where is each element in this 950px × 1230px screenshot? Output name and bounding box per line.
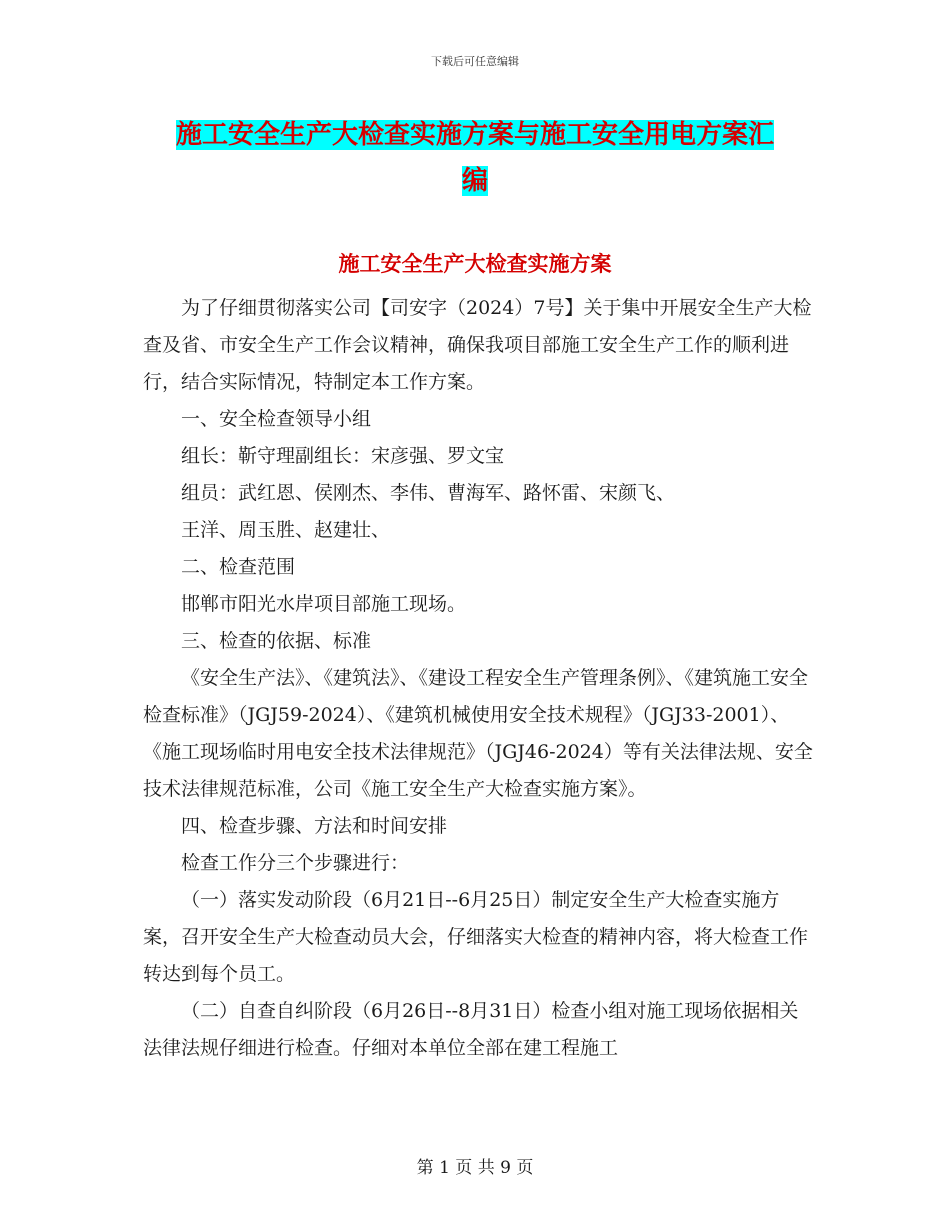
paragraph-steps-intro: 检查工作分三个步骤进行： [181,852,410,874]
paragraph-scope: 邯郸市阳光水岸项目部施工现场。 [181,593,467,615]
heading-steps: 四、检查步骤、方法和时间安排 [181,815,448,837]
paragraph-group-members-cont: 王洋、周玉胜、赵建壮、 [181,519,391,541]
paragraph-intro: 为了仔细贯彻落实公司【司安字（2024）7号】关于集中开展安全生产大检查及省、市安全生产工作会议精神，确保我项目部施工安全生产工作的顺利进行，结合实际情况，特制定本工作方案。 [143,297,812,393]
paragraph-basis: 《安全生产法》、《建筑法》、《建设工程安全生产管理条例》、《建筑施工安全检查标准》（JGJ59-2024）、《建筑机械使用安全技术规程》（JGJ33-2001）、《施工现场临时用电安全技术法律规范》（JGJ46-2024）等有关法律法规、安全技术法律规范标准，公司《施工安全生产大检查实施方案》。 [143,667,813,800]
document-title [140,112,810,204]
paragraph-step-two: （二）自查自纠阶段（6月26日--8月31日）检查小组对施工现场依据相关法律法规仔细进行检查。仔细对本单位全部在建工程施工 [143,1000,799,1059]
paragraph-group-members: 组员：武红恩、侯刚杰、李伟、曹海军、路怀雷、宋颜飞、 [181,482,676,504]
document-title-line1: 施工安全生产大检查实施方案与施工安全用电方案汇 [175,120,774,150]
heading-leadership-group: 一、安全检查领导小组 [181,408,372,430]
page-number-footer: 第 1 页 共 9 页 [416,1158,534,1178]
section-title: 施工安全生产大检查实施方案 [338,251,612,276]
page-header-note: 下载后可任意编辑 [431,55,519,68]
heading-scope: 二、检查范围 [181,556,296,578]
document-body [143,290,815,1067]
paragraph-group-leaders: 组长：靳守理副组长：宋彦强、罗文宝 [181,445,505,467]
heading-basis: 三、检查的依据、标准 [181,630,372,652]
paragraph-step-one: （一）落实发动阶段（6月21日--6月25日）制定安全生产大检查实施方案，召开安全生产大检查动员大会，仔细落实大检查的精神内容，将大检查工作转达到每个员工。 [143,889,809,985]
document-title-line2: 编 [461,166,488,196]
